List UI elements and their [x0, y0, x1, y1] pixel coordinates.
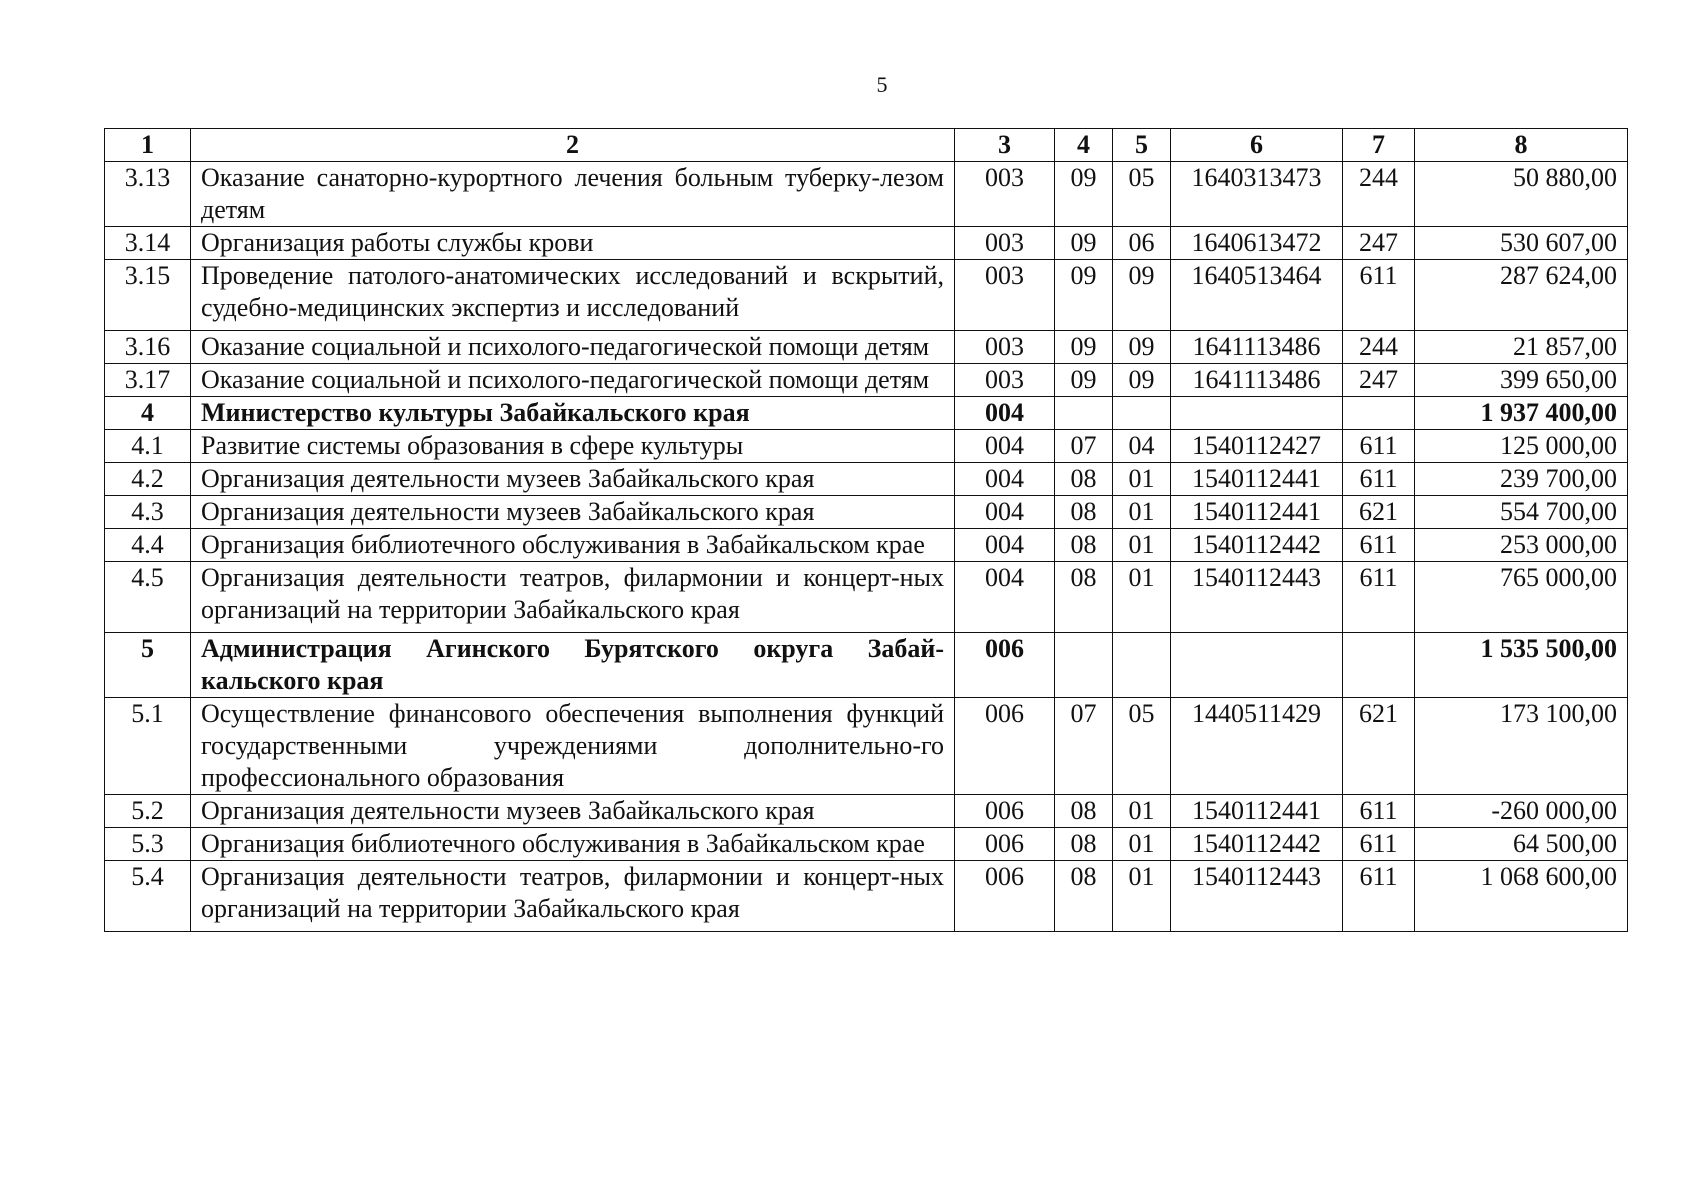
row-number-cell: 4.3 [105, 496, 191, 529]
table-row [105, 795, 1628, 828]
ministry-code-cell: 003 [955, 364, 1055, 397]
section-code-cell: 08 [1055, 529, 1113, 562]
table-row [105, 828, 1628, 861]
section-code-cell: 08 [1055, 496, 1113, 529]
expense-type-cell [1343, 397, 1415, 430]
ministry-code-cell: 004 [955, 397, 1055, 430]
row-number-cell: 4.1 [105, 430, 191, 463]
header-row [105, 129, 1628, 162]
budget-table [104, 128, 1628, 932]
target-article-cell: 1540112442 [1171, 529, 1343, 562]
expense-type-cell: 611 [1343, 529, 1415, 562]
column-header: 7 [1343, 129, 1415, 162]
table-row [105, 364, 1628, 397]
description-cell: Осуществление финансового обеспечения выполнения функций государственными учреждениями дополнительно-го профессионального образования [191, 698, 955, 795]
ministry-code-cell: 004 [955, 430, 1055, 463]
section-code-cell: 09 [1055, 260, 1113, 331]
row-number-cell: 4.4 [105, 529, 191, 562]
page-number: 5 [876, 72, 888, 97]
amount-cell: 287 624,00 [1415, 260, 1628, 331]
section-code-cell: 07 [1055, 698, 1113, 795]
target-article-cell: 1540112442 [1171, 828, 1343, 861]
description-cell: Администрация Агинского Бурятского округа Забай-кальского края [191, 633, 955, 698]
target-article-cell: 1640313473 [1171, 162, 1343, 227]
table-row [105, 698, 1628, 795]
section-code-cell: 09 [1055, 364, 1113, 397]
amount-cell: 765 000,00 [1415, 562, 1628, 633]
subsection-code-cell: 01 [1113, 562, 1171, 633]
section-code-cell [1055, 633, 1113, 698]
expense-type-cell: 611 [1343, 861, 1415, 932]
subsection-code-cell: 01 [1113, 828, 1171, 861]
column-header: 4 [1055, 129, 1113, 162]
description-cell: Организация деятельности музеев Забайкальского края [191, 795, 955, 828]
target-article-cell: 1640613472 [1171, 227, 1343, 260]
row-number-cell: 4 [105, 397, 191, 430]
section-total-row [105, 397, 1628, 430]
table-row [105, 529, 1628, 562]
amount-cell: 21 857,00 [1415, 331, 1628, 364]
row-number-cell: 5.4 [105, 861, 191, 932]
description-cell: Организация работы службы крови [191, 227, 955, 260]
table-row [105, 331, 1628, 364]
target-article-cell: 1540112443 [1171, 861, 1343, 932]
expense-type-cell: 621 [1343, 698, 1415, 795]
expense-type-cell: 611 [1343, 430, 1415, 463]
subsection-code-cell [1113, 633, 1171, 698]
amount-cell: 1 937 400,00 [1415, 397, 1628, 430]
expense-type-cell: 244 [1343, 162, 1415, 227]
ministry-code-cell: 006 [955, 795, 1055, 828]
amount-cell: 239 700,00 [1415, 463, 1628, 496]
amount-cell: 399 650,00 [1415, 364, 1628, 397]
column-header: 1 [105, 129, 191, 162]
table-row [105, 260, 1628, 331]
expense-type-cell: 611 [1343, 260, 1415, 331]
column-header: 5 [1113, 129, 1171, 162]
table-row [105, 463, 1628, 496]
section-total-row [105, 633, 1628, 698]
section-code-cell: 08 [1055, 463, 1113, 496]
section-code-cell: 08 [1055, 828, 1113, 861]
description-cell: Организация библиотечного обслуживания в Забайкальском крае [191, 828, 955, 861]
section-code-cell: 09 [1055, 227, 1113, 260]
subsection-code-cell: 06 [1113, 227, 1171, 260]
subsection-code-cell: 05 [1113, 162, 1171, 227]
ministry-code-cell: 003 [955, 162, 1055, 227]
row-number-cell: 4.2 [105, 463, 191, 496]
target-article-cell: 1540112427 [1171, 430, 1343, 463]
amount-cell: 125 000,00 [1415, 430, 1628, 463]
section-code-cell: 08 [1055, 795, 1113, 828]
ministry-code-cell: 006 [955, 698, 1055, 795]
row-number-cell: 5 [105, 633, 191, 698]
amount-cell: 554 700,00 [1415, 496, 1628, 529]
ministry-code-cell: 003 [955, 260, 1055, 331]
amount-cell: 253 000,00 [1415, 529, 1628, 562]
amount-cell: 173 100,00 [1415, 698, 1628, 795]
amount-cell: 530 607,00 [1415, 227, 1628, 260]
table-row [105, 861, 1628, 932]
column-header: 8 [1415, 129, 1628, 162]
expense-type-cell: 611 [1343, 562, 1415, 633]
section-code-cell [1055, 397, 1113, 430]
column-header: 6 [1171, 129, 1343, 162]
row-number-cell: 3.14 [105, 227, 191, 260]
description-cell: Организация деятельности театров, филармонии и концерт-ных организаций на территории Забайкальского края [191, 861, 955, 932]
amount-cell: 50 880,00 [1415, 162, 1628, 227]
row-number-cell: 3.17 [105, 364, 191, 397]
table-row [105, 562, 1628, 633]
target-article-cell [1171, 397, 1343, 430]
ministry-code-cell: 003 [955, 227, 1055, 260]
ministry-code-cell: 004 [955, 562, 1055, 633]
row-number-cell: 5.3 [105, 828, 191, 861]
subsection-code-cell: 09 [1113, 260, 1171, 331]
target-article-cell: 1641113486 [1171, 331, 1343, 364]
subsection-code-cell: 01 [1113, 496, 1171, 529]
ministry-code-cell: 004 [955, 463, 1055, 496]
expense-type-cell: 611 [1343, 463, 1415, 496]
subsection-code-cell: 01 [1113, 463, 1171, 496]
ministry-code-cell: 006 [955, 633, 1055, 698]
expense-type-cell [1343, 633, 1415, 698]
expense-type-cell: 621 [1343, 496, 1415, 529]
description-cell: Организация деятельности музеев Забайкальского края [191, 463, 955, 496]
section-code-cell: 09 [1055, 331, 1113, 364]
column-header: 3 [955, 129, 1055, 162]
description-cell: Оказание санаторно-курортного лечения больным туберку-лезом детям [191, 162, 955, 227]
row-number-cell: 4.5 [105, 562, 191, 633]
target-article-cell [1171, 633, 1343, 698]
expense-type-cell: 247 [1343, 227, 1415, 260]
description-cell: Организация библиотечного обслуживания в Забайкальском крае [191, 529, 955, 562]
expense-type-cell: 244 [1343, 331, 1415, 364]
subsection-code-cell: 01 [1113, 861, 1171, 932]
ministry-code-cell: 004 [955, 529, 1055, 562]
description-cell: Оказание социальной и психолого-педагогической помощи детям [191, 331, 955, 364]
description-cell: Организация деятельности театров, филармонии и концерт-ных организаций на территории Забайкальского края [191, 562, 955, 633]
description-cell: Оказание социальной и психолого-педагогической помощи детям [191, 364, 955, 397]
target-article-cell: 1440511429 [1171, 698, 1343, 795]
target-article-cell: 1540112441 [1171, 463, 1343, 496]
subsection-code-cell: 01 [1113, 529, 1171, 562]
amount-cell: -260 000,00 [1415, 795, 1628, 828]
expense-type-cell: 611 [1343, 828, 1415, 861]
subsection-code-cell: 09 [1113, 364, 1171, 397]
section-code-cell: 08 [1055, 562, 1113, 633]
ministry-code-cell: 006 [955, 828, 1055, 861]
section-code-cell: 08 [1055, 861, 1113, 932]
subsection-code-cell: 04 [1113, 430, 1171, 463]
row-number-cell: 5.1 [105, 698, 191, 795]
target-article-cell: 1641113486 [1171, 364, 1343, 397]
ministry-code-cell: 006 [955, 861, 1055, 932]
table-row [105, 162, 1628, 227]
table-row [105, 496, 1628, 529]
target-article-cell: 1640513464 [1171, 260, 1343, 331]
description-cell: Организация деятельности музеев Забайкальского края [191, 496, 955, 529]
expense-type-cell: 247 [1343, 364, 1415, 397]
target-article-cell: 1540112441 [1171, 795, 1343, 828]
section-code-cell: 07 [1055, 430, 1113, 463]
subsection-code-cell: 05 [1113, 698, 1171, 795]
ministry-code-cell: 003 [955, 331, 1055, 364]
description-cell: Министерство культуры Забайкальского края [191, 397, 955, 430]
amount-cell: 1 068 600,00 [1415, 861, 1628, 932]
description-cell: Развитие системы образования в сфере культуры [191, 430, 955, 463]
column-header: 2 [191, 129, 955, 162]
row-number-cell: 3.13 [105, 162, 191, 227]
subsection-code-cell [1113, 397, 1171, 430]
row-number-cell: 5.2 [105, 795, 191, 828]
subsection-code-cell: 01 [1113, 795, 1171, 828]
description-cell: Проведение патолого-анатомических исследований и вскрытий, судебно-медицинских экспертиз и исследований [191, 260, 955, 331]
row-number-cell: 3.15 [105, 260, 191, 331]
amount-cell: 1 535 500,00 [1415, 633, 1628, 698]
target-article-cell: 1540112441 [1171, 496, 1343, 529]
target-article-cell: 1540112443 [1171, 562, 1343, 633]
row-number-cell: 3.16 [105, 331, 191, 364]
amount-cell: 64 500,00 [1415, 828, 1628, 861]
subsection-code-cell: 09 [1113, 331, 1171, 364]
expense-type-cell: 611 [1343, 795, 1415, 828]
table-row [105, 227, 1628, 260]
table-row [105, 430, 1628, 463]
ministry-code-cell: 004 [955, 496, 1055, 529]
section-code-cell: 09 [1055, 162, 1113, 227]
